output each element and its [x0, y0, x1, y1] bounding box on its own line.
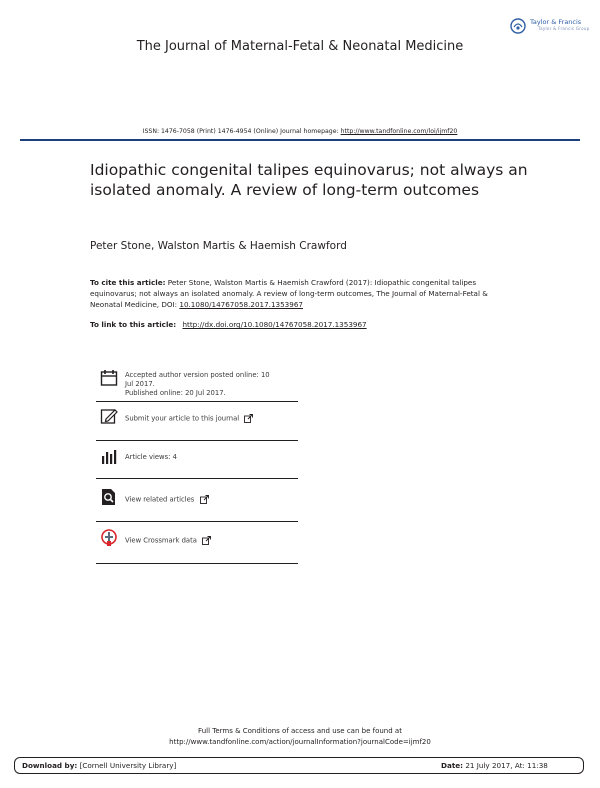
related-articles-label: View related articles	[125, 495, 195, 504]
panel-divider	[96, 563, 298, 564]
calendar-icon	[100, 369, 118, 387]
article-authors: Peter Stone, Walston Martis & Haemish Crawford	[90, 240, 347, 252]
issn-line	[0, 128, 600, 135]
related-articles-icon	[100, 488, 118, 506]
logo-text: Taylor & Francis	[530, 18, 582, 26]
bar-chart-icon	[100, 448, 118, 466]
panel-divider	[96, 478, 298, 479]
download-date	[441, 761, 548, 770]
panel-divider	[96, 401, 298, 402]
terms-notice	[0, 726, 600, 748]
published-line: Published online: 20 Jul 2017.	[125, 389, 226, 397]
terms-line-1: Full Terms & Conditions of access and use can be found at	[198, 727, 402, 735]
external-link-icon	[202, 536, 211, 545]
taylor-francis-logo-icon	[510, 18, 526, 34]
header-divider	[20, 139, 580, 141]
date-value: 21 July 2017, At: 11:38	[465, 761, 548, 770]
view-crossmark-link[interactable]	[125, 536, 211, 546]
view-related-articles-link[interactable]	[125, 495, 209, 505]
citation-label: To cite this article:	[90, 278, 166, 287]
crossmark-icon	[100, 529, 118, 547]
link-label: To link to this article:	[90, 320, 177, 329]
downloaded-by-label: Download by:	[22, 761, 78, 770]
submit-article-link[interactable]	[125, 414, 253, 424]
article-views: Article views: 4	[125, 453, 177, 461]
publication-dates	[125, 371, 270, 398]
crossmark-label: View Crossmark data	[125, 536, 197, 545]
publisher-logo[interactable]	[510, 16, 590, 36]
citation-text: Peter Stone, Walston Martis & Haemish Crawford (2017): Idiopathic congenital talipes equinovarus; not always an isolated anomaly. A review of long-term outcomes, The Journal of Maternal-Fetal & Neonatal Medicine, DOI:	[90, 278, 488, 309]
download-info-box	[14, 757, 584, 774]
accepted-line-1: Accepted author version posted online: 10	[125, 371, 270, 379]
terms-url-link[interactable]: http://www.tandfonline.com/action/journalInformation?journalCode=ijmf20	[169, 738, 431, 746]
link-line	[90, 320, 367, 329]
panel-divider	[96, 521, 298, 522]
issn-text: ISSN: 1476-7058 (Print) 1476-4954 (Online) Journal homepage:	[142, 128, 339, 135]
submit-article-label: Submit your article to this journal	[125, 414, 240, 423]
accepted-line-2: Jul 2017.	[125, 380, 155, 388]
external-link-icon	[200, 495, 209, 504]
external-link-icon	[244, 414, 253, 423]
citation-block	[90, 278, 520, 310]
article-doi-url-link[interactable]: http://dx.doi.org/10.1080/14767058.2017.1353967	[182, 320, 367, 329]
citation-doi-link[interactable]: 10.1080/14767058.2017.1353967	[179, 299, 303, 309]
downloaded-by-value: [Cornell University Library]	[79, 761, 177, 770]
panel-divider	[96, 440, 298, 441]
downloaded-by	[22, 761, 176, 770]
logo-subtext: Taylor & Francis Group	[538, 26, 590, 31]
edit-pencil-icon	[100, 407, 118, 425]
journal-title: The Journal of Maternal-Fetal & Neonatal Medicine	[136, 39, 464, 54]
journal-homepage-link[interactable]: http://www.tandfonline.com/loi/ijmf20	[340, 128, 458, 135]
date-label: Date:	[441, 761, 464, 770]
article-title: Idiopathic congenital talipes equinovarus; not always an isolated anomaly. A review of long-term outcomes	[90, 161, 528, 199]
